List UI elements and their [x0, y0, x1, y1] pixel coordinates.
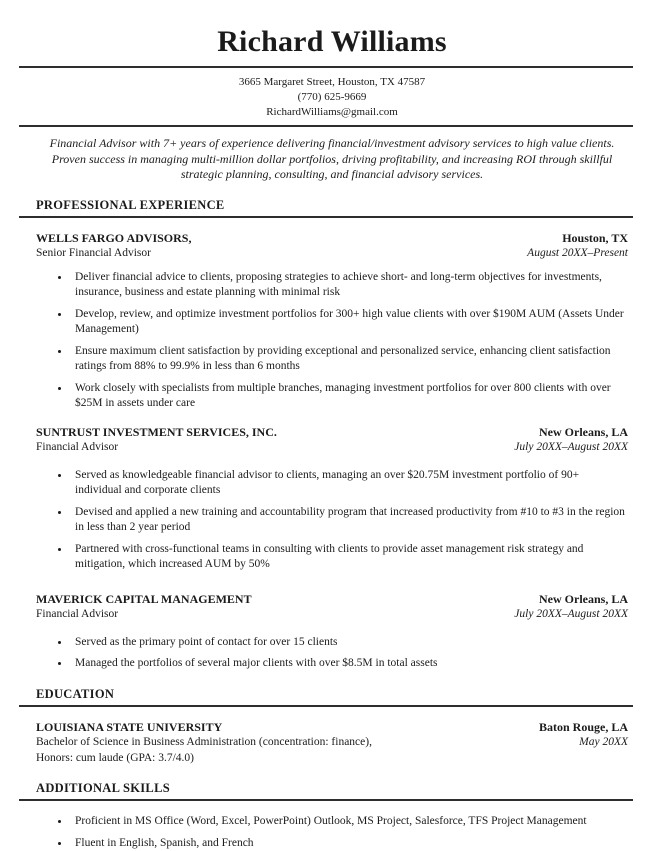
honors-text: Honors: cum laude (GPA: 3.7/4.0): [36, 751, 194, 767]
header-divider-top: [19, 66, 633, 68]
resume-header: [36, 26, 628, 127]
bullet-item: • Fluent in English, Spanish, and French: [70, 836, 628, 851]
bullet-item: • Proficient in MS Office (Word, Excel, PowerPoint) Outlook, MS Project, Salesforce, TFS Project Management: [70, 814, 628, 830]
job-header-row: [36, 425, 628, 440]
job-bullet-list: [36, 270, 628, 412]
job-title: Financial Advisor: [36, 607, 118, 622]
section-title-experience: PROFESSIONAL EXPERIENCE: [36, 198, 628, 213]
job-dates: July 20XX–August 20XX: [514, 607, 628, 622]
job-location: New Orleans, LA: [539, 425, 628, 440]
job-dates: July 20XX–August 20XX: [514, 440, 628, 455]
summary-paragraph: Financial Advisor with 7+ years of experience delivering financial/investment advisory services to high value clients. Proven success in managing multi-million dollar portfolios, driving profitability, and increasing ROI through skillful strategic planning, consulting, and financial advisory services.: [38, 136, 626, 183]
company-name: MAVERICK CAPITAL MANAGEMENT: [36, 592, 252, 607]
section-divider: [19, 799, 633, 801]
bullet-item: • Served as the primary point of contact for over 15 clients: [70, 635, 628, 651]
company-name: WELLS FARGO ADVISORS,: [36, 231, 191, 246]
education-degree-row: [36, 735, 628, 751]
school-location: Baton Rouge, LA: [539, 720, 628, 736]
graduation-date: May 20XX: [579, 735, 628, 751]
candidate-name: Richard Williams: [36, 26, 628, 58]
contact-email: RichardWilliams@gmail.com: [36, 105, 628, 120]
education-header-row: [36, 720, 628, 736]
section-title-skills: ADDITIONAL SKILLS: [36, 781, 628, 796]
job-bullet-list: [36, 468, 628, 573]
job-location: New Orleans, LA: [539, 592, 628, 607]
education-entry: [36, 720, 628, 767]
job-subheader-row: [36, 440, 628, 455]
contact-phone: (770) 625-9669: [36, 90, 628, 105]
job-header-row: [36, 592, 628, 607]
school-name: LOUISIANA STATE UNIVERSITY: [36, 720, 222, 736]
job-entry-wells-fargo: [36, 231, 628, 412]
education-honors-row: [36, 751, 628, 767]
section-divider: [19, 705, 633, 707]
company-name: SUNTRUST INVESTMENT SERVICES, INC.: [36, 425, 277, 440]
bullet-item: • Served as knowledgeable financial advisor to clients, managing an over $20.75M investment portfolio of 90+ individual and corporate clients: [70, 468, 628, 499]
section-education: [36, 687, 628, 767]
bullet-item: • Managed the portfolios of several major clients with over $8.5M in total assets: [70, 656, 628, 672]
job-header-row: [36, 231, 628, 246]
job-title: Financial Advisor: [36, 440, 118, 455]
degree-text: Bachelor of Science in Business Administration (concentration: finance),: [36, 735, 372, 751]
job-entry-maverick: [36, 592, 628, 672]
job-title: Senior Financial Advisor: [36, 246, 151, 261]
section-divider: [19, 216, 633, 218]
header-divider-bottom: [19, 125, 633, 127]
job-subheader-row: [36, 607, 628, 622]
contact-address: 3665 Margaret Street, Houston, TX 47587: [36, 75, 628, 90]
bullet-item: • Deliver financial advice to clients, proposing strategies to achieve short- and long-term objectives for investments, insurance, business and estate planning with minimal risk: [70, 270, 628, 301]
section-title-education: EDUCATION: [36, 687, 628, 702]
job-dates: August 20XX–Present: [527, 246, 628, 261]
bullet-item: • Ensure maximum client satisfaction by providing exceptional and personalized service, enhancing client satisfaction ratings from 88% to 99.9% in less than 6 months: [70, 344, 628, 375]
job-subheader-row: [36, 246, 628, 261]
skills-bullet-list: [36, 814, 628, 851]
job-bullet-list: [36, 635, 628, 672]
job-location: Houston, TX: [562, 231, 628, 246]
contact-block: [36, 75, 628, 120]
bullet-item: • Develop, review, and optimize investment portfolios for 300+ high value clients with over $190M AUM (Assets Under Management): [70, 307, 628, 338]
bullet-item: • Partnered with cross-functional teams in consulting with clients to provide asset management risk strategy and mitigation, which increased AUM by 50%: [70, 542, 628, 573]
job-entry-suntrust: [36, 425, 628, 573]
section-professional-experience: [36, 198, 628, 672]
bullet-item: • Devised and applied a new training and accountability program that increased productivity from #10 to #3 in the region in less than 2 year period: [70, 505, 628, 536]
bullet-item: • Work closely with specialists from multiple branches, managing investment portfolios for over 800 clients with over $25M in assets under care: [70, 381, 628, 412]
